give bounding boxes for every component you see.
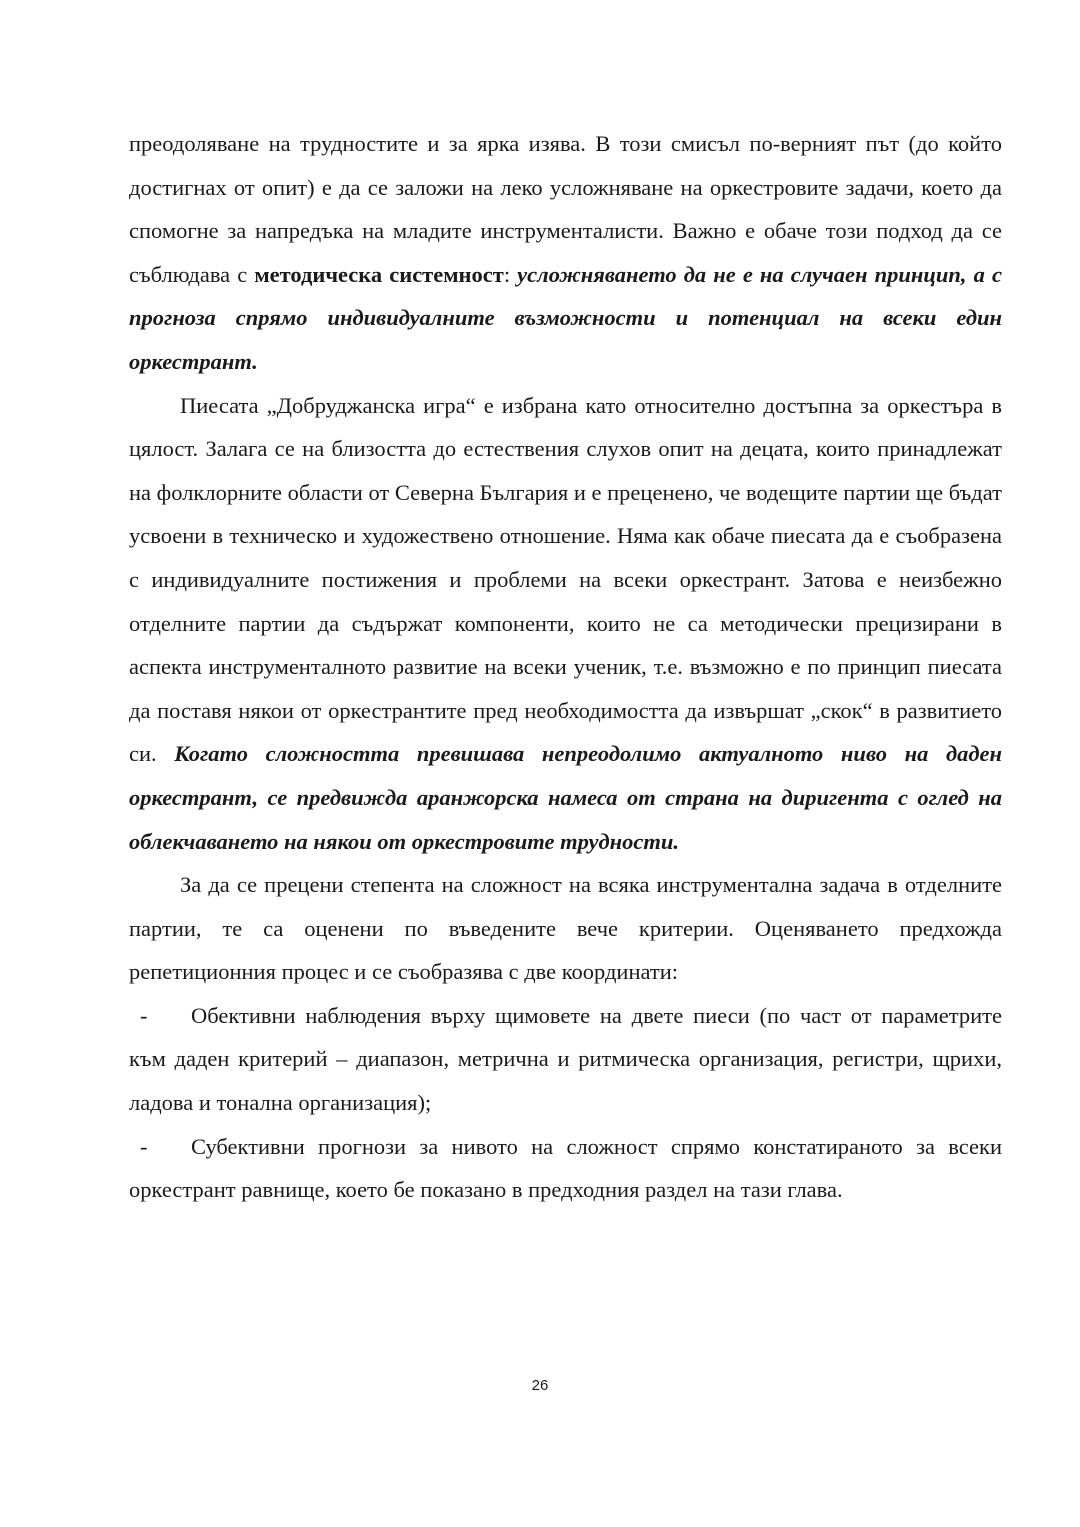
list-item bbox=[129, 994, 1002, 1125]
paragraph-1-text-2: : bbox=[503, 261, 518, 287]
list-item bbox=[129, 1125, 1002, 1212]
paragraph-1-text-1: преодоляване на трудностите и за ярка изява. В този смисъл по-верният път (до който достигнах от опит) е да се заложи на леко усложняване на оркестровите задачи, което да спомогне за напредъка на младите инструменталисти. Важно е обаче този подход да се съблюдава с bbox=[129, 131, 1002, 287]
paragraph-2-text-1: Пиесата „Добруджанска игра“ е избрана като относително достъпна за оркестъра в цялост. Залага се на близостта до естествения слухов опит на децата, които принадлежат на фолклорните области от Северна България и е преценено, че водещите партии ще бъдат усвоени в техническо и художествено отношение. Няма как обаче пиесата да е съобразена с индивидуалните постижения и проблеми на всеки оркестрант. Затова е неизбежно отделните партии да съдържат компоненти, които не са методически прецизирани в аспекта инструменталното развитие на всеки ученик, т.е. възможно е по принцип пиесата да поставя някои от оркестрантите пред необходимостта да извършат „скок“ в развитието си. bbox=[129, 392, 1002, 767]
paragraph-2 bbox=[129, 384, 1002, 864]
page-number: 26 bbox=[531, 1377, 549, 1394]
list-item-marker: - bbox=[140, 1002, 148, 1028]
list-item-text: Субективни прогнози за нивото на сложност спрямо констатираното за всеки оркестрант равнище, което бе показано в предходния раздел на тази глава. bbox=[129, 1133, 1002, 1203]
paragraph-2-emphasis: Когато сложността превишава непреодолимо актуалното ниво на даден оркестрант, се предвижда аранжорска намеса от страна на диригента с оглед на облекчаването на някои от оркестровите трудности. bbox=[129, 741, 1003, 854]
paragraph-3-text-1: За да се прецени степента на сложност на всяка инструментална задача в отделните партии, те са оценени по въведените вече критерии. Оценяването предхожда репетиционния процес и се съобразява с две координати: bbox=[129, 872, 1002, 985]
page-body bbox=[129, 122, 1002, 1212]
list-item-marker: - bbox=[140, 1133, 148, 1159]
paragraph-1-bold-term: методическа системност bbox=[254, 261, 504, 287]
list-item-text: Обективни наблюдения върху щимовете на двете пиеси (по част от параметрите към даден критерий – диапазон, метрична и ритмическа организация, регистри, щрихи, ладова и тонална организация); bbox=[129, 1002, 1002, 1116]
paragraph-1-emphasis: усложняването да не е на случаен принцип, а с прогноза спрямо индивидуалните възможности и потенциал на всеки един оркестрант. bbox=[129, 261, 1002, 374]
paragraph-1 bbox=[129, 122, 1002, 384]
paragraph-3 bbox=[129, 863, 1002, 994]
